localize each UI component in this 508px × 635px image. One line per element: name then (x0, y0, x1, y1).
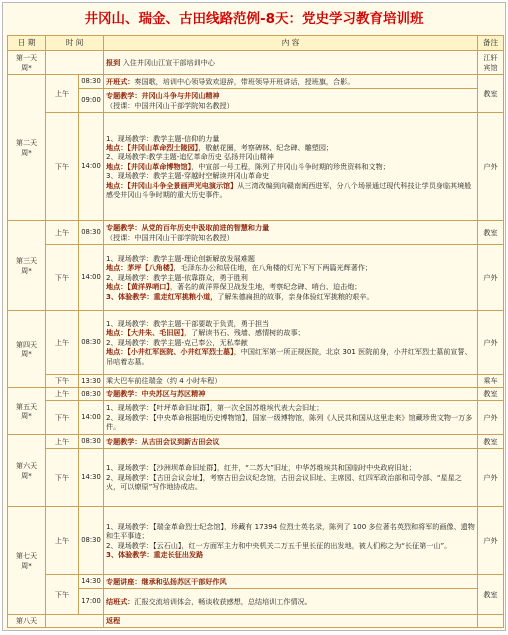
content-line-emphasis: 地点：【井冈山革命烈士陵园】 (106, 143, 199, 153)
label-line: 第二天 (15, 138, 38, 148)
day5-note-2: 户外 (478, 401, 504, 435)
content-line (106, 91, 475, 100)
day6-pm: 下午 (46, 449, 79, 507)
day4-time-2: 13:30 (79, 375, 104, 388)
label-line: 周* (21, 411, 32, 420)
day4-time-1: 08:30 (79, 311, 104, 375)
day3-time-2: 14:00 (79, 245, 104, 311)
content-line-text: ，了解读书石、残墙、感情树的故事； (184, 328, 305, 338)
content-line (106, 77, 475, 86)
day5-content-1 (104, 388, 478, 401)
day6-time-1: 08:30 (79, 435, 104, 449)
day2-pm: 下午 (46, 113, 79, 221)
day3-content-2 (104, 245, 478, 311)
label-line: 周* (21, 62, 32, 72)
content-line (106, 473, 475, 492)
day4-label (8, 311, 46, 388)
label-line: 第四天 (15, 339, 38, 349)
content-line-emphasis: 专题教学：井冈山斗争与井冈山精神 (106, 91, 220, 101)
content-line-emphasis: 专题教学：从古田会议到新古田会议 (106, 436, 220, 446)
content-line-text: 入住井冈山江宣干部培训中心 (122, 57, 215, 67)
header-content: 内 容 (104, 36, 478, 51)
content-line-text: 2、现场教学：教学主题-依靠群众，勇于胜利 (106, 272, 248, 282)
content-line (106, 328, 475, 337)
content-line (106, 152, 475, 161)
content-line-text: 1、现场教学：教学主题-干部要敢于负责，勇于担当 (106, 319, 270, 329)
day6-time-2: 14:30 (79, 449, 104, 507)
content-line (106, 413, 475, 432)
label-line: 周* (21, 349, 32, 358)
day8-label (8, 615, 46, 628)
header-row (8, 36, 504, 51)
day1-content (104, 51, 478, 75)
day5-pm: 下午 (46, 401, 79, 435)
content-line (106, 376, 475, 385)
day3-note-1: 教室 (478, 221, 504, 245)
day5-row-1 (8, 388, 504, 401)
day2-note-1: 教室 (478, 75, 504, 113)
content-line (106, 273, 475, 282)
header-note: 备注 (478, 36, 504, 51)
day8-content (104, 615, 478, 628)
label-line: 第五天 (15, 401, 38, 411)
header-date: 日 期 (8, 36, 46, 51)
content-line-text: 奏国歌，培训中心领导致欢迎辞，带班领导开班讲话，授班旗，合影。 (134, 76, 355, 86)
day7-content-2 (104, 575, 478, 589)
content-line-emphasis: 返程 (106, 616, 121, 626)
content-line (106, 347, 475, 366)
schedule-table (7, 35, 504, 628)
day4-pm: 下午 (46, 375, 79, 388)
content-line-text: ，敬献花圈，考察碑林、纪念碑、雕塑园； (198, 143, 334, 153)
day8-row (8, 615, 504, 628)
day3-time-1: 08:30 (79, 221, 104, 245)
content-line-emphasis: 专题教学：中央苏区与苏区精神 (106, 389, 206, 399)
label-line: 周* (21, 470, 32, 480)
content-line (106, 134, 475, 143)
content-line-emphasis: 专题教学：从党的百年历史中汲取前进的智慧和力量 (106, 223, 270, 233)
content-line (106, 58, 475, 67)
content-line-text: ，著名的黄洋界保卫战发生地，考察纪念碑、哨台、迫击炮； (169, 282, 362, 292)
day5-content-2 (104, 401, 478, 435)
day2-row-2 (8, 89, 504, 113)
content-line-text: 1、现场教学：【沙洲坝革命旧址群】，红井，“二苏大”旧址，中华苏维埃共和国临时中央政府旧址； (106, 463, 416, 473)
header-time: 时 间 (46, 36, 104, 51)
content-line (106, 171, 475, 180)
content-line (106, 463, 475, 472)
content-line (106, 292, 475, 301)
content-line-emphasis: 地点：【井冈山斗争全景画声光电演示馆】 (106, 180, 238, 190)
day2-content-2 (104, 89, 478, 113)
content-line (106, 282, 475, 291)
day7-time-2: 14:30 (79, 575, 104, 589)
label-line: 第三天 (15, 256, 38, 266)
day7-content-1 (104, 507, 478, 575)
day3-row-2 (8, 245, 504, 311)
day1-label (8, 51, 46, 75)
day7-time-1: 08:30 (79, 507, 104, 575)
day6-label (8, 435, 46, 507)
content-line-emphasis: 地点：【大井朱、毛旧居】 (106, 328, 185, 338)
label-line: 周* (21, 265, 32, 275)
content-line-text: （授课：中国井冈山干部学院知名教授） (106, 100, 234, 110)
content-line-emphasis: 3、体验教学：重走长征出发路 (106, 549, 204, 559)
content-line (106, 263, 475, 272)
day6-content-2 (104, 449, 478, 507)
day2-label (8, 75, 46, 221)
content-line (106, 233, 475, 242)
label-line: 周* (21, 560, 32, 570)
day7-note-2: 教室 (478, 575, 504, 615)
content-line (106, 522, 475, 541)
day2-am: 上午 (46, 75, 79, 113)
content-line-emphasis: 地点：【黄洋界哨口】 (106, 282, 170, 292)
content-line (106, 437, 475, 446)
content-line-text: 1、现场教学：【瑞金革命烈士纪念馆】，珍藏有 17394 位烈士英名录，陈列了 100 多位著名英烈和将军的画像、遗物和生平事迹； (106, 521, 475, 541)
day4-note-1: 户外 (478, 311, 504, 375)
content-line-text: 2、现场教学：【古田会议会址】，考察古田会议纪念馆，古田会议旧址、主席园、红四军政治部和司令部、“星星之火，可以燎原”写作地协成店。 (106, 472, 462, 492)
label-line: 第六天 (15, 461, 38, 471)
content-line-text: 2、现场教学：【中央革命根据地历史博物馆】，国家一级博物馆，陈列《人民共和国从这里走来》馆藏珍贵文物一万多件。 (106, 412, 473, 432)
day4-am: 上午 (46, 311, 79, 375)
day3-content-1 (104, 221, 478, 245)
content-line (106, 389, 475, 398)
content-line (106, 616, 475, 625)
label-line: 周* (21, 147, 32, 157)
day3-row-1 (8, 221, 504, 245)
day6-note-2: 户外 (478, 449, 504, 507)
content-line-text: 1、现场教学：教学主题-理论创新解放发展难题 (106, 254, 255, 264)
schedule-page (2, 2, 506, 631)
day6-note-1: 教室 (478, 435, 504, 449)
day7-row-3 (8, 589, 504, 615)
day4-note-2: 乘车 (478, 375, 504, 388)
content-line-text: 了解朱德扁担的故事，亲身体验红军挑粮的艰辛。 (217, 291, 374, 301)
day5-time-2: 14:00 (79, 401, 104, 435)
day1-time (46, 51, 104, 75)
day7-note-1: 户外 (478, 507, 504, 575)
content-line (106, 577, 475, 586)
content-line-text: 从三湾改编到向赣南闽西进军，分八个场景通过现代科技让学员身临其境般感受井冈山斗争时期的重大历史事件。 (106, 180, 472, 199)
day3-am: 上午 (46, 221, 79, 245)
content-line-text: 3、现场教学：教学主题-穿越时空解读井冈山革命史 (106, 171, 270, 181)
day6-row-2 (8, 449, 504, 507)
content-line-text: ，中国红军第一所正规医院，北京 301 医院前身，小井红军烈士墓前宣誓、吊唁着志墓。 (106, 347, 472, 366)
day6-content-1 (104, 435, 478, 449)
content-line-emphasis: 地点：【井冈山革命博物馆】 (106, 161, 192, 171)
day7-row-2 (8, 575, 504, 589)
day2-time-3: 14:00 (79, 113, 104, 221)
day5-label (8, 388, 46, 435)
content-line (106, 550, 475, 559)
content-line (106, 338, 475, 347)
day7-content-3 (104, 589, 478, 615)
day8-time (46, 615, 104, 628)
day7-am: 上午 (46, 507, 79, 575)
label-line: 第八天 (15, 616, 38, 626)
content-line (106, 597, 475, 606)
content-line-emphasis: 专题讲座：继承和弘扬苏区干部好作风 (106, 576, 227, 586)
label-line: 第七天 (15, 551, 38, 561)
day4-content-2 (104, 375, 478, 388)
day5-time-1: 08:30 (79, 388, 104, 401)
content-line (106, 319, 475, 328)
content-line-emphasis: 地点：茅坪【八角楼】 (106, 263, 174, 273)
content-line-text: 2、现场教学:教学主题-追忆革命历史 弘扬井冈山精神 (106, 152, 274, 162)
day1-note (478, 51, 504, 75)
day3-label (8, 221, 46, 311)
day7-time-3: 17:00 (79, 589, 104, 615)
content-line-text: 汇报交流培训体会，畅谈收获感想，总结培训工作情况。 (134, 596, 312, 606)
day7-row-1 (8, 507, 504, 575)
day2-row-1 (8, 75, 504, 89)
content-line (106, 403, 475, 412)
content-line-emphasis: 报到 (106, 57, 123, 67)
day5-am: 上午 (46, 388, 79, 401)
content-line (106, 143, 475, 152)
content-line (106, 223, 475, 232)
content-line-text: 乘大巴车前往瑞金（约 4 小时车程） (106, 376, 222, 386)
content-line (106, 254, 475, 263)
content-line-text: 1、现场教学：【叶坪革命旧址群】，第一次全国苏维埃代表大会旧址； (106, 403, 324, 413)
day4-row-2 (8, 375, 504, 388)
content-line-text: ，毛泽东办公和居住地，在八角楼的灯光下写下两篇光辉著作； (173, 263, 373, 273)
day6-row-1 (8, 435, 504, 449)
day2-content-1 (104, 75, 478, 89)
content-line-text: 2、现场教学：【云石山】，红一方面军主力和中央机关二万五千里长征的出发地，被人们称之为“长征第一山”。 (106, 540, 452, 550)
content-line-text: ，中宣部一号工程，陈列了井冈山斗争时期的珍贵资料和文物； (191, 161, 390, 171)
label-line: 第一天 (15, 53, 38, 63)
day2-time-1: 08:30 (79, 75, 104, 89)
content-line (106, 162, 475, 171)
day7-pm: 下午 (46, 575, 79, 615)
label-line: 宾馆 (483, 62, 498, 72)
day4-row-1 (8, 311, 504, 375)
content-line (106, 101, 475, 110)
day2-note-3: 户外 (478, 113, 504, 221)
content-line-text: 2、现场教学：教学主题-克己奉公，无私奉献 (106, 337, 248, 347)
content-line-emphasis: 结班式： (106, 596, 135, 606)
day5-row-2 (8, 401, 504, 435)
content-line-emphasis: 地点：【小井红军医院、小井红军烈士墓】 (106, 347, 234, 357)
day7-label (8, 507, 46, 615)
day2-row-3 (8, 113, 504, 221)
content-line-text: 1、现场教学：教学主题-信仰的力量 (106, 133, 220, 143)
content-line (106, 181, 475, 200)
content-line-text: （授课：中国井冈山干部学院知名教授） (106, 232, 234, 242)
day3-pm: 下午 (46, 245, 79, 311)
day2-content-3 (104, 113, 478, 221)
day5-note-1: 教室 (478, 388, 504, 401)
label-line: 江轩 (483, 53, 498, 63)
page-title: 井冈山、瑞金、古田线路范例-8天：党史学习教育培训班 (84, 11, 424, 27)
content-line-emphasis: 3、体验教学：重走红军挑粮小道， (106, 291, 218, 301)
content-line (106, 541, 475, 550)
day2-time-2: 09:00 (79, 89, 104, 113)
day6-am: 上午 (46, 435, 79, 449)
day8-note (478, 615, 504, 628)
day1-row (8, 51, 504, 75)
content-line-emphasis: 开班式： (106, 76, 135, 86)
day3-note-2: 户外 (478, 245, 504, 311)
day4-content-1 (104, 311, 478, 375)
